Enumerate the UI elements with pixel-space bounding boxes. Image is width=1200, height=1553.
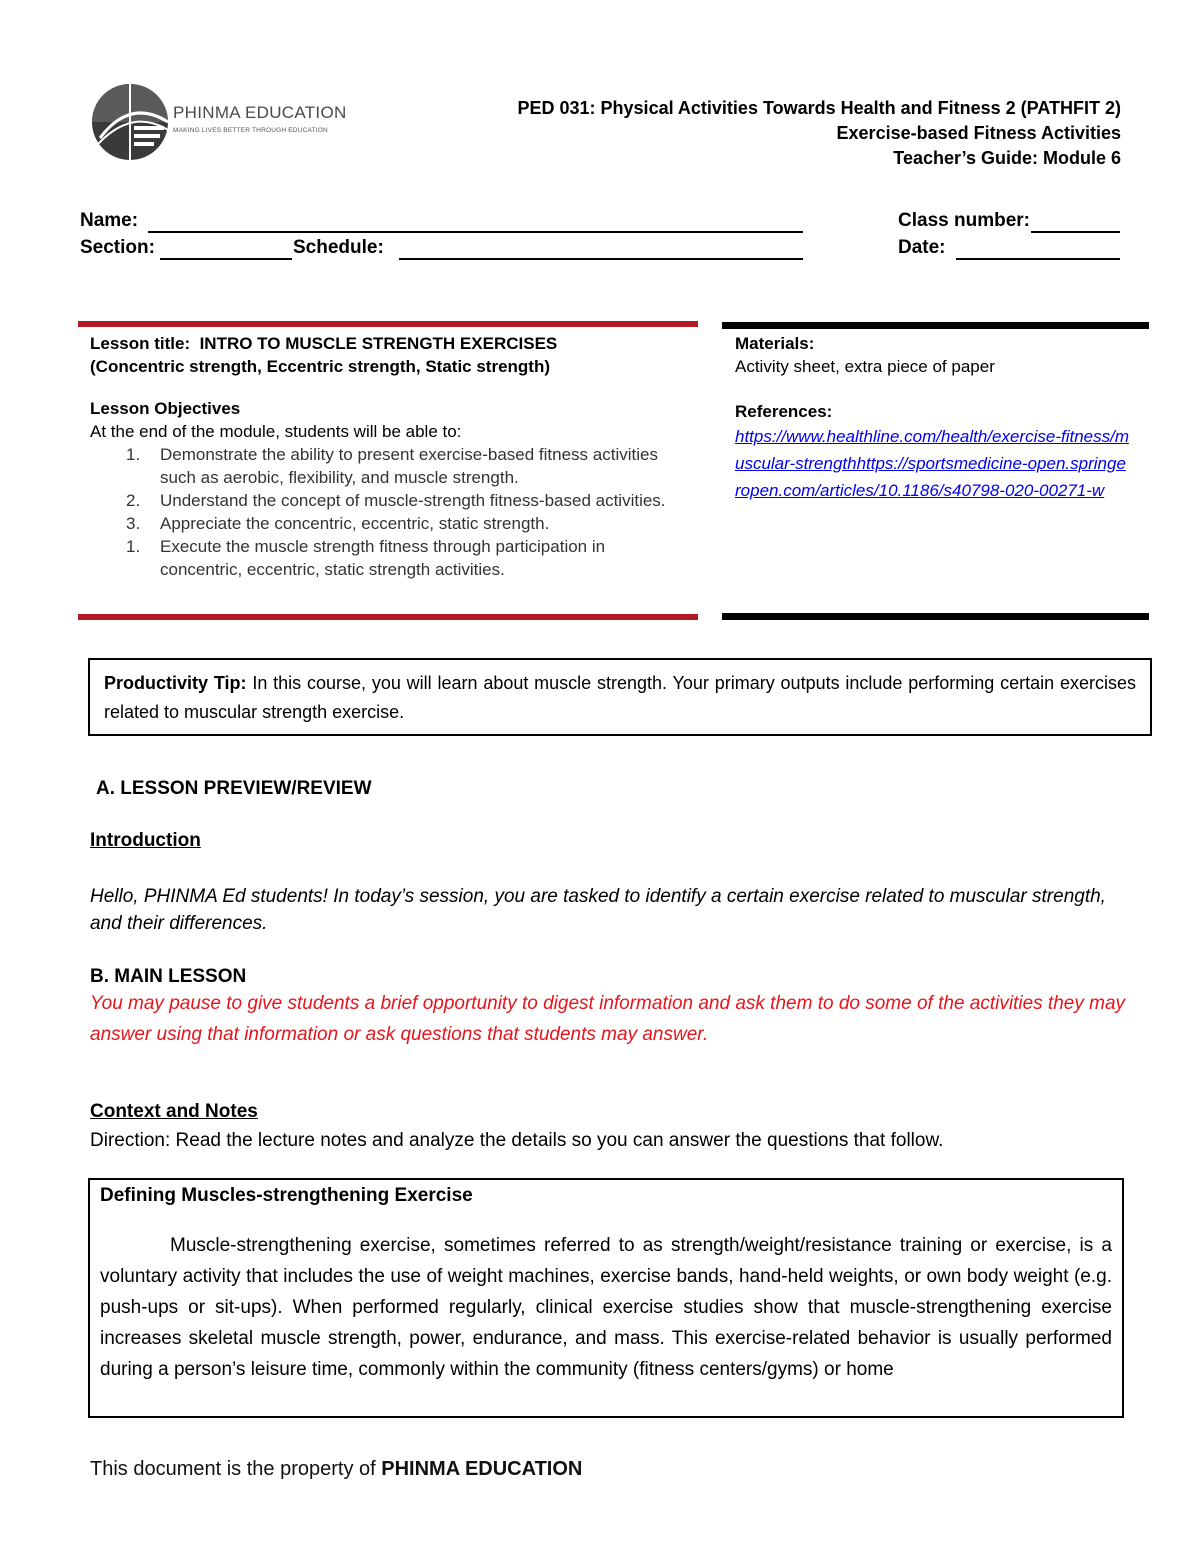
lesson-title bbox=[90, 332, 690, 355]
direction-text: Direction: Read the lecture notes and analyze the details so you can answer the questions that follow. bbox=[90, 1130, 944, 1151]
definition-box-bottom bbox=[88, 1416, 1124, 1418]
objectives-list bbox=[90, 443, 690, 581]
section-field[interactable] bbox=[160, 238, 292, 260]
lesson-subtitle: (Concentric strength, Eccentric strength, Static strength) bbox=[90, 357, 551, 376]
tip-label: Productivity Tip: bbox=[104, 673, 247, 693]
materials-text: Activity sheet, extra piece of paper bbox=[735, 357, 995, 376]
definition-box bbox=[88, 1178, 1124, 1418]
introduction-heading: Introduction bbox=[90, 830, 201, 851]
date-field[interactable] bbox=[956, 238, 1120, 260]
teacher-note: You may pause to give students a brief opportunity to digest information and ask them to do some of the activities they may answer using that information or ask questions that students may answer. bbox=[90, 993, 1126, 1045]
logo-name: PHINMA EDUCATION bbox=[173, 103, 347, 122]
lesson-title-text: INTRO TO MUSCLE STRENGTH EXERCISES bbox=[199, 334, 558, 353]
phinma-logo bbox=[90, 78, 360, 168]
logo-tagline: MAKING LIVES BETTER THROUGH EDUCATION bbox=[173, 127, 328, 134]
productivity-tip-box bbox=[88, 658, 1152, 736]
section-a-heading: A. LESSON PREVIEW/REVIEW bbox=[96, 778, 372, 799]
intro-greeting: Hello, PHINMA Ed students! bbox=[90, 886, 328, 907]
objectives-intro: At the end of the module, students will be able to: bbox=[90, 422, 462, 441]
class-number-field[interactable] bbox=[1031, 211, 1120, 233]
objective-item: 2. Understand the concept of muscle-strength fitness-based activities. bbox=[126, 491, 666, 510]
objective-item: 1. Execute the muscle strength fitness through participation in concentric, eccentric, static strength activities. bbox=[126, 537, 606, 579]
section-label: Section: bbox=[80, 237, 155, 258]
footer-prefix: This document is the property of bbox=[90, 1458, 382, 1480]
objective-item: 3. Appreciate the concentric, eccentric, static strength. bbox=[126, 514, 550, 533]
course-subtitle: Exercise-based Fitness Activities bbox=[836, 123, 1121, 143]
class-number-label: Class number: bbox=[898, 210, 1030, 231]
introduction-text bbox=[90, 883, 1125, 937]
context-heading: Context and Notes bbox=[90, 1101, 258, 1122]
tip-text: In this course, you will learn about muscle strength. Your primary outputs include performing certain exercises related to muscular strength exercise. bbox=[104, 673, 1136, 722]
lesson-title-label: Lesson title: bbox=[90, 334, 191, 353]
footer-owner: PHINMA EDUCATION bbox=[381, 1458, 583, 1480]
lesson-top-bar bbox=[78, 321, 698, 327]
name-field[interactable] bbox=[148, 211, 803, 233]
schedule-field[interactable] bbox=[399, 238, 803, 260]
definition-title: Defining Muscles-strengthening Exercise bbox=[100, 1185, 473, 1206]
references-link[interactable]: https://www.healthline.com/health/exercise-fitness/muscular-strengthhttps://sportsmedicine-open.springeropen.com/articles/10.1186/s40798-020-00271-w bbox=[735, 427, 1130, 500]
materials-bottom-bar bbox=[722, 613, 1149, 620]
lesson-panel bbox=[90, 332, 690, 581]
materials-heading: Materials: bbox=[735, 334, 815, 353]
footer-text bbox=[90, 1458, 582, 1481]
definition-body: Muscle-strengthening exercise, sometimes referred to as strength/weight/resistance training or exercise, is a voluntary activity that includes the use of weight machines, exercise bands, hand-held weights, or own body weight (e.g. push-ups or sit-ups). When performed regularly, clinical exercise studies show that muscle-strengthening exercise increases skeletal muscle strength, power, endurance, and mass. This exercise-related behavior is usually performed during a person’s leisure time, commonly within the community (fitness centers/gyms) or home bbox=[100, 1235, 1112, 1380]
objective-item: 1. Demonstrate the ability to present exercise-based fitness activities such as aerobic, flexibility, and muscle strength. bbox=[126, 445, 658, 487]
intro-body: In today’s session, you are tasked to identify a certain exercise related to muscular strength, and their differences. bbox=[90, 886, 1106, 934]
materials-top-bar bbox=[722, 322, 1149, 329]
schedule-label: Schedule: bbox=[293, 237, 384, 258]
date-label: Date: bbox=[898, 237, 946, 258]
guide-title: Teacher’s Guide: Module 6 bbox=[893, 148, 1121, 168]
course-title: PED 031: Physical Activities Towards Health and Fitness 2 (PATHFIT 2) bbox=[517, 98, 1121, 118]
objectives-heading: Lesson Objectives bbox=[90, 399, 241, 418]
lesson-bottom-bar bbox=[78, 614, 698, 620]
materials-panel bbox=[735, 332, 1135, 504]
logo-mark-icon bbox=[90, 78, 180, 168]
name-label: Name: bbox=[80, 210, 139, 231]
references-heading: References: bbox=[735, 402, 833, 421]
section-b-heading: B. MAIN LESSON bbox=[90, 966, 247, 987]
document-header bbox=[518, 96, 1122, 171]
